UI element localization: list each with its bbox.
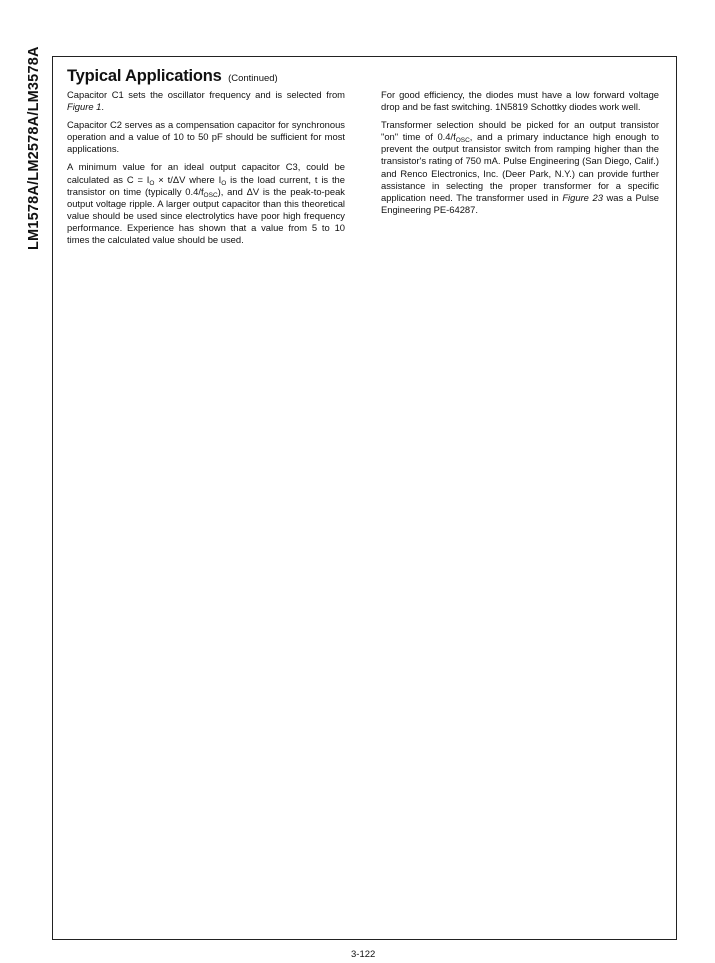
text-run: was a Pulse Engineering PE-64287. <box>381 191 660 215</box>
paragraph-capacitor-c3 <box>67 161 345 246</box>
page-number: 3-122 <box>351 949 376 960</box>
text-run: is the load current, t is the transistor on time (typically 0.4/f <box>67 173 345 197</box>
subscript: O <box>221 179 227 187</box>
figure-reference: Figure 23 <box>562 191 603 203</box>
section-title-text: Typical Applications <box>67 67 222 85</box>
paragraph-capacitor-c2: Capacitor C2 serves as a compensation capacitor for synchronous operation and a value of 10 to 50 pF should be sufficient for most applications. <box>67 119 345 155</box>
figure-reference: Figure 1 <box>67 101 102 113</box>
section-title <box>67 67 278 86</box>
left-column <box>67 89 345 252</box>
text-run: , and a primary inductance high enough to prevent the output transistor switch from ramping higher than the transistor's rating of 750 mA. Pulse Engineering (San Diego, Calif.) and Renco Electronics, Inc. (Deer Park, N.Y.) can provide further assistance in selecting the proper transformer for a specific application need. The transformer used in <box>381 131 659 203</box>
subscript: OSC <box>455 137 470 145</box>
text-run: Transformer selection should be picked for an output transistor "on" time of 0.4/f <box>381 119 659 143</box>
paragraph-transformer <box>381 119 659 216</box>
text-run: A minimum value for an ideal output capacitor C3, could be calculated as C = I <box>67 161 345 185</box>
text-run: ), and ΔV is the peak-to-peak output voltage ripple. A larger output capacitor than this theoretical value should be used since electrolytics have poor high frequency performance. Experience has shown that a value from 5 to 10 times the calculated value should be used. <box>67 185 345 246</box>
section-title-note: (Continued) <box>228 73 278 84</box>
text-run: . <box>101 101 105 113</box>
subscript: O <box>149 179 155 187</box>
subscript: OSC <box>203 191 218 199</box>
right-column <box>381 89 659 222</box>
paragraph-diodes: For good efficiency, the diodes must have a low forward voltage drop and be fast switching. 1N5819 Schottky diodes work well. <box>381 89 659 113</box>
text-run: Capacitor C1 sets the oscillator frequency and is selected from <box>67 89 345 100</box>
part-number-side-label: LM1578A/LM2578A/LM3578A <box>26 46 42 250</box>
paragraph-capacitor-c1 <box>67 89 345 113</box>
text-run: × t/ΔV where I <box>154 173 222 185</box>
